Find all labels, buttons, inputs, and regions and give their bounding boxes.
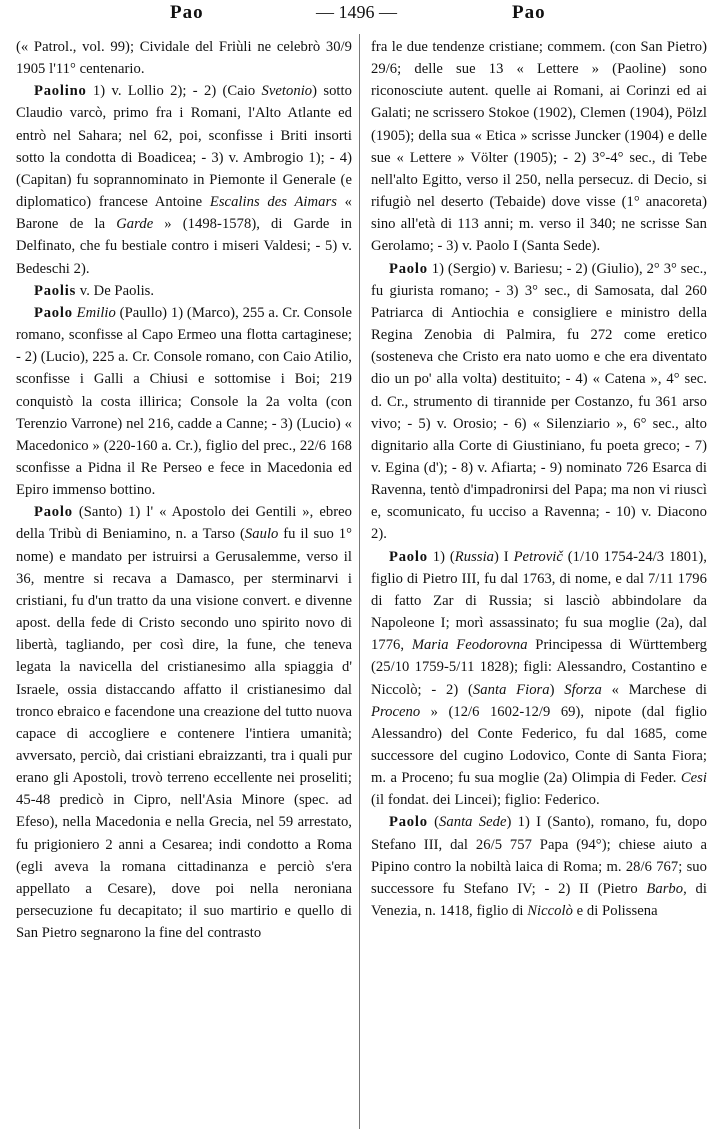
page-header	[0, 0, 718, 26]
entry-text: ) I	[494, 548, 514, 565]
entry-text: v. De Paolis.	[76, 282, 155, 299]
entry-text: (	[427, 814, 440, 831]
entry-text: (Paullo) 1) (Marco), 255 a. Cr. Console romano, sconfisse al Capo Ermeo una flotta cartaginese; - 2) (Lucio), 225 a. Cr. Console romano, con Caio Atilio, sconfisse i Galli a Chiusi e sottomise i Boi; 219 conquistò la costa illirica; Console la 2a volta (con Terenzio Varrone) nel 216, cadde a Canne; - 3) (Lucio) « Macedonico » (220-160 a. Cr.), figlio del prec., 22/6 168 sconfisse a Pidna il Re Perseo e fece in Macedonia ed Epiro immenso bottino.	[16, 304, 352, 499]
entry-text: « Marchese di	[601, 681, 707, 698]
entry-text: Principessa di Württemberg (25/10 1759-5/11 1828); figli: Alessandro, Costantino e Niccolò; - 2) (	[371, 637, 707, 698]
entry-italic: Saulo	[244, 526, 279, 543]
column-divider	[359, 34, 360, 1129]
entry-text: fra le due tendenze cristiane; commem. (con San Pietro) 29/6; delle sue 13 « Lettere » (Paoline) sono riconosciute autent. quelle ai Romani, ai Corinzi ed ai Galati; ne scrissero Stokoe (1902), Clemen (1904), Pölzl (1905); della sua « Etica » scrisse Juncker (1904) e delle sue « Lettere » Völter (1905); - 2) 3°-4° sec., di Tebe nell'alto Egitto, verso il 250, nella persecuz. di Decio, si rifugiò nel deserto (Tebaide) dove visse (1° anacoreta) sino all'età di 113 anni; m. verso il 340; ne scrisse San Gerolamo; - 3) v. Paolo I (Santa Sede).	[371, 39, 707, 255]
entry-text: » (1498-1578), di Garde in Delfinato, che fu bestiale contro i miseri Valdesi; - 5) v. Bedeschi 2).	[16, 216, 352, 277]
entry-text: » (12/6 1602-12/9 69), nipote (dal figlio Alessandro) del Conte Federico, fu dal 1685, come successore del cugino Lodovico, Conte di Santa Fiora; m. a Proceno; fu sua moglie (2a) Olimpia di Feder.	[371, 703, 707, 787]
entry-italic: Niccolò	[527, 903, 573, 920]
entry-text: e di Polissena	[572, 903, 658, 920]
entry-paolino	[16, 80, 352, 279]
entry-paolo-names	[371, 258, 707, 546]
entry-text: (il fondat. dei Lincei); figlio: Federico.	[371, 792, 600, 809]
entry-text: ) sotto Claudio varcò, primo fra i Romani, l'Alto Atlante ed entrò nel Sahara; nel 62, poi, sconfisse i Briti insorti sotto la condotta di Boadicea; - 3) v. Ambrogio 1); - 4) (Capitan) fu soprannominato in Piemonte il Generale (e diplomatico) francese Antoine	[16, 83, 352, 211]
entry-italic: Santa Sede	[439, 814, 507, 831]
entry-italic: Cesi	[680, 770, 707, 787]
entry-continuation	[16, 36, 352, 80]
entry-headword: Paolis	[34, 282, 77, 299]
entry-paolo-santa-sede	[371, 811, 707, 922]
entry-paolis	[16, 280, 352, 302]
entry-headword: Paolo	[389, 548, 428, 565]
entry-text: ) 1) I (Santo), romano, fu, dopo Stefano III, dal 26/5 757 Papa (94°); chiese aiuto a Pipino contro la nobiltà laica di Roma; m. 28/6 767; suo successore fu Stefano IV; - 2) II (Pietro	[371, 814, 707, 897]
left-column	[16, 36, 352, 944]
header-right-catchword: Pao	[512, 2, 546, 23]
entry-text: (« Patrol., vol. 99); Cividale del Friùli ne celebrò 30/9 1905 l'11° centenario.	[16, 39, 352, 78]
entry-headword: Paolino	[34, 83, 87, 100]
entry-italic: Petrovič	[513, 548, 563, 565]
entry-italic: Santa Fiora	[472, 681, 550, 698]
entry-text: 1) (	[427, 548, 455, 565]
entry-text: (Santo) 1) l' « Apostolo dei Gentili », ebreo della Tribù di Beniamino, n. a Tarso (	[16, 504, 352, 543]
entry-paolo-rulers	[371, 546, 707, 812]
entry-italic: Maria Feodorovna	[411, 637, 528, 654]
entry-headword: Paolo	[34, 504, 73, 521]
entry-italic: Russia	[454, 548, 495, 565]
entry-headword: Paolo	[389, 260, 428, 277]
entry-continuation	[371, 36, 707, 258]
header-left-catchword: Pao	[170, 2, 204, 23]
entry-paolo-santo	[16, 501, 352, 944]
entry-italic: Barbo	[646, 880, 684, 897]
entry-text: 1) (Sergio) v. Bariesu; - 2) (Giulio), 2° 3° sec., fu giurista romano; - 3) 3° sec., di Samosata, dal 260 Patriarca di Antiochia e consigliere e ministro della Regina Zenobia di Palmira, fu 272 come eretico (sosteneva che Cristo era nato uomo e che era diventato dio un po' alla volta) destituito; - 4) « Catena », 4° sec. d. Cr., strumento di tirannide per Costanzo, fu 361 arso vivo; - 5) v. Orosio; - 6) « Silenziario », 6° sec., alto dignitario alla Corte di Giustiniano, fu poeta greco; - 7) v. Egina (d'); - 8) v. Afiarta; - 9) nominato 726 Esarca di Ravenna, tentò d'impadronirsi del Papa; ma non vi riuscì e, scomunicato, fu ucciso a Ravenna; - 10) v. Diacono 2).	[371, 260, 707, 543]
entry-italic: Svetonio	[261, 83, 313, 100]
entry-text: « Barone de la	[16, 194, 352, 233]
page-number: — 1496 —	[316, 2, 397, 22]
entry-italic: Escalins des Aimars	[209, 194, 337, 211]
entry-italic: Garde	[116, 216, 154, 233]
entry-text: 1) v. Lollio 2); - 2) (Caio	[86, 83, 262, 100]
right-column	[371, 36, 707, 922]
entry-text: fu il suo 1° nome) e mandato per istruirsi a Gerusalemme, verso il 36, mentre si recava a Damasco, per sterminarvi i cristiani, fu d'un tratto da una visione convert. e divenne apost. della fede di Cristo secondo uno spirito novo di libertà, tagliando, per così dire, la fune, che teneva legata la navicella del cristianesimo alla spiaggia d' Israele, ossia distaccando affatto il cristianesimo dal tronco ebraico e facendone una creazione del tutto nuova capace di accogliere e contenere l'intiera umanità; avversato, perciò, dai cristiani ebraizzanti, tra i quali pur erano gli Apostoli, trovò terreno eccellente nei proseliti; 45-48 predicò in Cipro, nell'Asia Minore (spec. ad Efeso), nella Macedonia e nella Grecia, nel 59 arrestato, fu prigioniero 2 anni a Cesarea; indi condotto a Roma (egli aveva la romana cittadinanza e perciò s'era appellato a Cesare), dove poi nella neroniana persecuzione fu decapitato; il suo martirio e quello di San Pietro segnarono la fine del contrasto	[16, 526, 352, 942]
entry-headword: Paolo	[34, 304, 73, 321]
entry-italic: Sforza	[564, 681, 602, 698]
entry-text: (1/10 1754-24/3 1801), figlio di Pietro III, fu dal 1763, di nome, e dal 7/11 1796 di fatto Zar di Russia; si lasciò abbindolare da Napoleone I; morì assassinato; fu sua moglie (2a), dal 1776,	[371, 548, 707, 654]
entry-headword: Paolo	[389, 814, 428, 831]
entry-italic: Emilio	[72, 304, 116, 321]
entry-italic: Proceno	[371, 703, 421, 720]
entry-text: )	[549, 681, 565, 698]
entry-text: , di Venezia, n. 1418, figlio di	[371, 880, 707, 920]
entry-paolo-emilio	[16, 302, 352, 501]
